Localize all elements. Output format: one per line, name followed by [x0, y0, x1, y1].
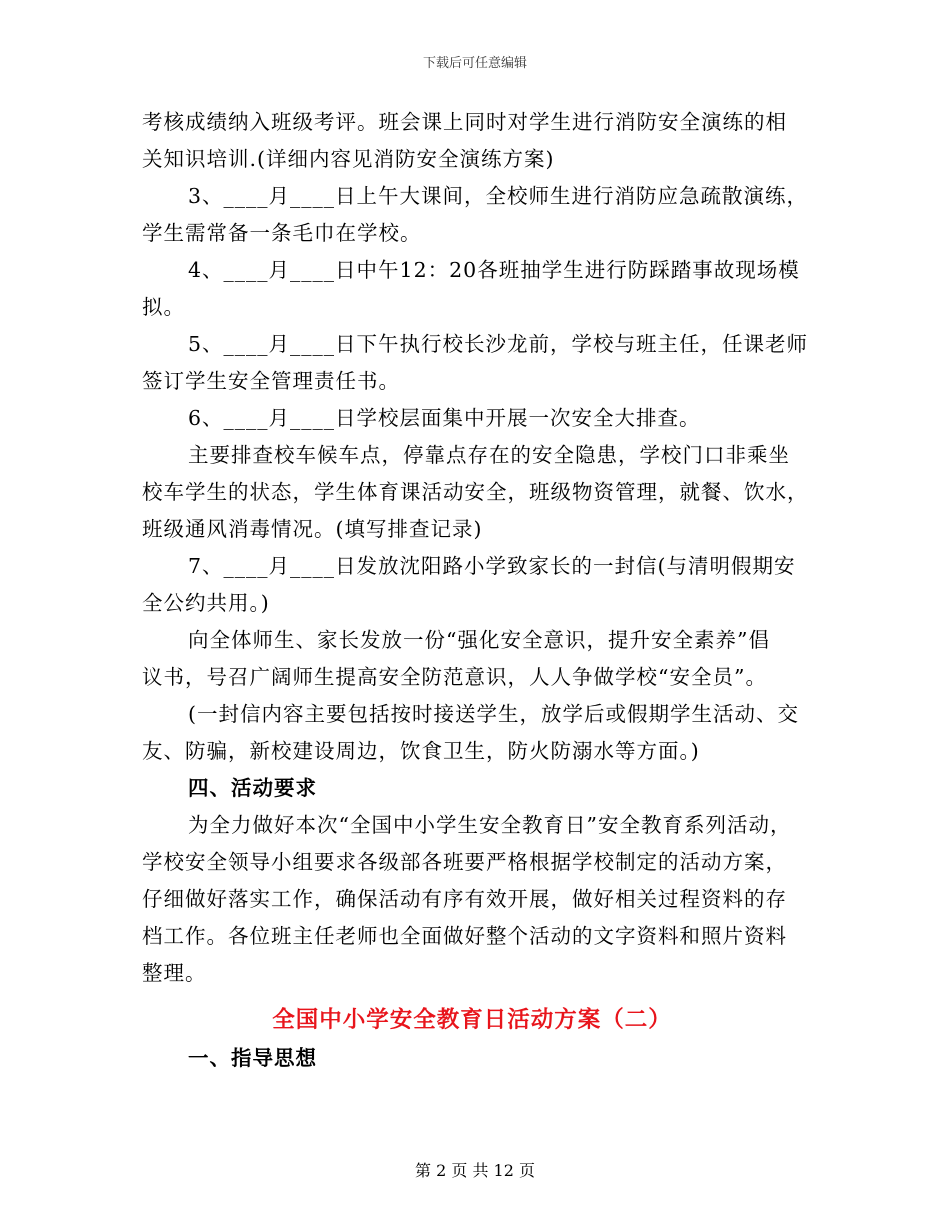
- text-line: 全公约共用。): [142, 591, 270, 615]
- text-line: 学校安全领导小组要求各级部各班要严格根据学校制定的活动方案，: [142, 850, 787, 874]
- text-line: 4、____月____日中午12：20各班抽学生进行防踩踏事故现场模: [188, 258, 800, 282]
- page-footer: 第 2 页 共 12 页: [415, 1161, 535, 1180]
- text-line: 考核成绩纳入班级考评。班会课上同时对学生进行消防安全演练的相: [142, 110, 787, 134]
- text-line: 3、____月____日上午大课间，全校师生进行消防应急疏散演练，: [188, 184, 809, 208]
- text-line: 关知识培训.(详细内容见消防安全演练方案): [142, 147, 555, 171]
- text-line: 向全体师生、家长发放一份“强化安全意识，提升安全素养”倡: [188, 628, 770, 652]
- paragraph-lines: [142, 104, 809, 992]
- text-line: (一封信内容主要包括按时接送学生，放学后或假期学生活动、交: [188, 702, 799, 726]
- text-line: 校车学生的状态，学生体育课活动安全，班级物资管理，就餐、饮水，: [142, 480, 809, 504]
- text-line: 友、防骗，新校建设周边，饮食卫生，防火防溺水等方面。): [142, 739, 700, 763]
- text-line: 主要排查校车候车点，停靠点存在的安全隐患，学校门口非乘坐: [188, 443, 790, 467]
- text-line: 班级通风消毒情况。(填写排查记录): [142, 517, 483, 541]
- text-line: 议书，号召广阔师生提高安全防范意识，人人争做学校“安全员”。: [142, 665, 767, 689]
- text-line: 整理。: [142, 961, 207, 985]
- section-heading: 四、活动要求: [188, 776, 317, 800]
- text-line: 5、____月____日下午执行校长沙龙前，学校与班主任，任课老师: [188, 332, 809, 356]
- document-body: [142, 104, 809, 1077]
- text-line: 学生需常备一条毛巾在学校。: [142, 221, 422, 245]
- text-line: 6、____月____日学校层面集中开展一次安全大排查。: [188, 406, 701, 430]
- text-line: 签订学生安全管理责任书。: [142, 369, 400, 393]
- header-note: 下载后可任意编辑: [422, 56, 527, 71]
- subheading: 一、指导思想: [188, 1046, 317, 1070]
- text-line: 为全力做好本次“全国中小学生安全教育日”安全教育系列活动，: [188, 813, 792, 837]
- text-line: 档工作。各位班主任老师也全面做好整个活动的文字资料和照片资料: [142, 924, 787, 948]
- text-line: 7、____月____日发放沈阳路小学致家长的一封信(与清明假期安: [188, 554, 796, 578]
- section-title: 全国中小学安全教育日活动方案（二）: [272, 1007, 672, 1033]
- text-line: 仔细做好落实工作，确保活动有序有效开展，做好相关过程资料的存: [142, 887, 787, 911]
- text-line: 拟。: [142, 295, 185, 319]
